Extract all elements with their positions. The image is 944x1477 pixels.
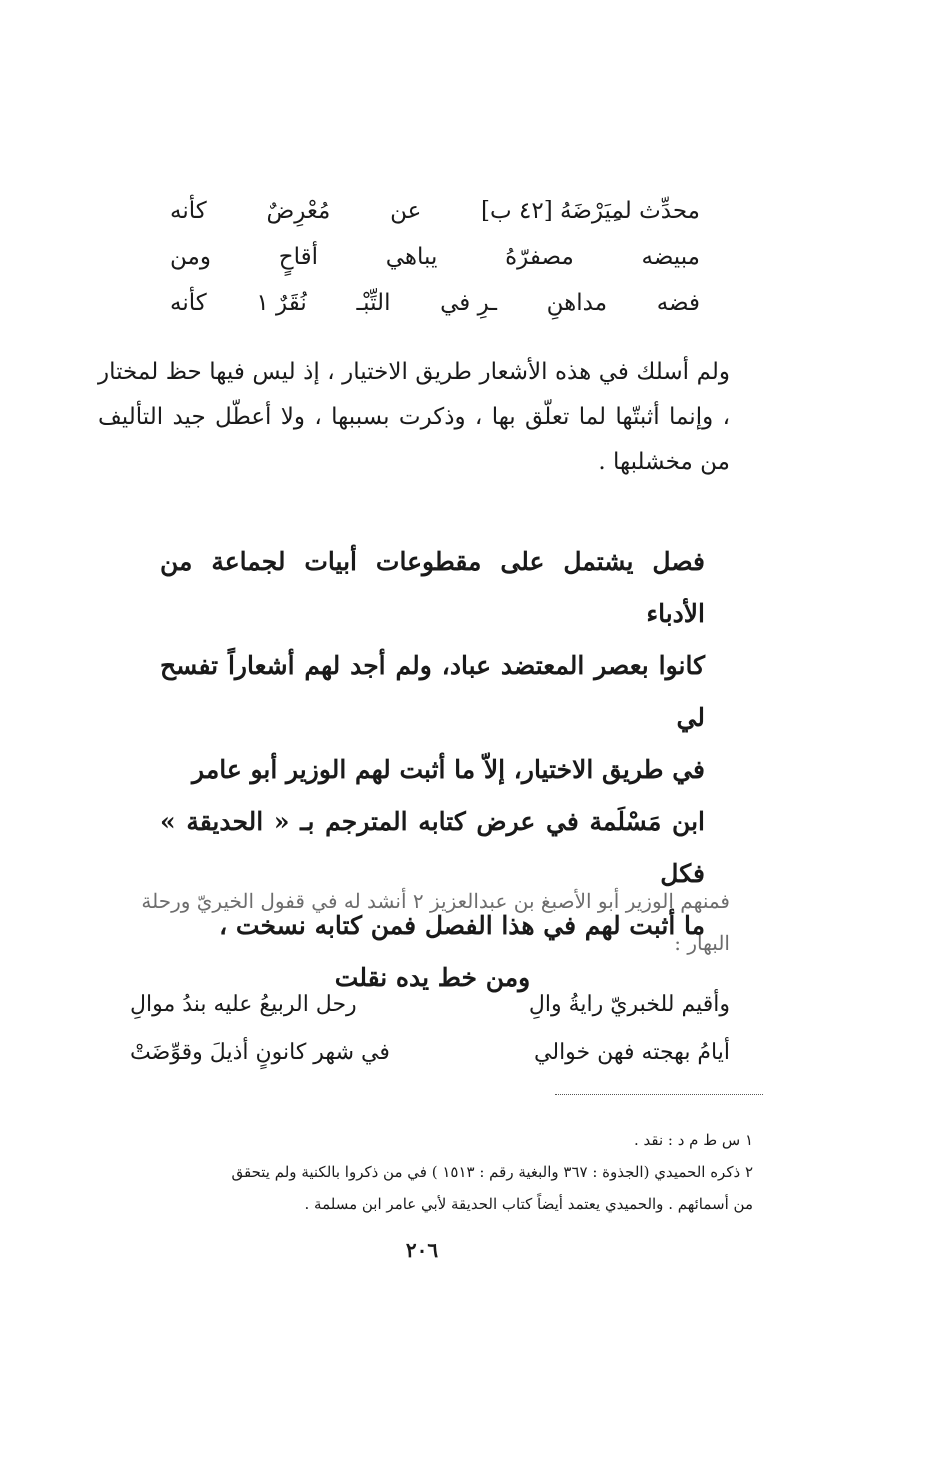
- poem-line: [170, 234, 700, 280]
- poem-word: أقاحٍ: [278, 244, 318, 270]
- poem-word: مبيضه: [641, 244, 700, 270]
- poem-line: [130, 1028, 730, 1076]
- page-number: ٢٠٦: [405, 1238, 439, 1262]
- poem-word: عن: [390, 198, 422, 224]
- hemistich: أيامُ بهجته فهن خوالي: [534, 1039, 730, 1065]
- poem-word: مصفرّهُ: [505, 244, 574, 270]
- hemistich: رحل الربيعُ عليه بندُ موالِ: [130, 991, 357, 1017]
- footnote-separator: [555, 1094, 763, 1095]
- poem-word: التِّبْـ: [356, 290, 391, 316]
- poem-word: مُعْرِضٌ: [266, 198, 331, 224]
- section-line: ومن خط يده نقلت: [334, 963, 531, 992]
- footnote: ٢ ذكره الحميدي (الجذوة : ٣٦٧ والبغية رقم : ١٥١٣ ) في من ذكروا بالكنية ولم يتحقق: [231, 1163, 753, 1181]
- section-line: في طريق الاختيار، إلاّ ما أثبت لهم الوزير أبو عامر: [192, 755, 705, 784]
- section-line: كانوا بعصر المعتضد عباد، ولم أجد لهم أشعاراً تفسح لي: [160, 651, 705, 732]
- footnotes: [95, 1124, 753, 1220]
- prose-paragraph: ولم أسلك في هذه الأشعار طريق الاختيار ، إذ ليس فيها حظ لمختار ، وإنما أثبتّها لما تعلّق بها ، وذكرت بسببها ، ولا أعطّل جيد التأليف من مخشلبها .: [98, 359, 730, 475]
- poem-word: فضه: [656, 290, 700, 316]
- poem-word: مداهنِ: [546, 290, 608, 316]
- poem-top: [170, 188, 700, 326]
- poem-word: كأنه: [170, 198, 207, 224]
- hemistich: وأقيم للخبريّ رايةُ والِ: [528, 991, 730, 1017]
- intro-paragraph: فمنهم الوزير أبو الأصبغ بن عبدالعزيز ٢ أنشد له في قفول الخيريّ ورحلة البهار :: [141, 889, 730, 955]
- poem-word: ـرِ في: [440, 290, 498, 316]
- hemistich: في شهر كانونٍ أذيلَ وقوِّضَتْ: [130, 1039, 390, 1065]
- section-line: ما أثبت لهم في هذا الفصل فمن كتابه نسخت ،: [219, 911, 705, 940]
- poem-word: محدِّث لم‍ِيَرْضَهُ [٤٢ ب]: [481, 198, 700, 224]
- poem-word: كأنه: [170, 290, 207, 316]
- poem-line: [170, 188, 700, 234]
- section-line: فصل يشتمل على مقطوعات أبيات لجماعة من الأدباء: [160, 547, 705, 628]
- poem-word: ومن: [170, 244, 211, 270]
- poem-word: نُقَرٌ ١: [256, 290, 307, 316]
- poem-word: يباهي: [385, 244, 438, 270]
- poem-line: [130, 980, 730, 1028]
- poem-bottom: [130, 980, 730, 1076]
- footnote: من أسمائهم . والحميدي يعتمد أيضاً كتاب الحديقة لأبي عامر ابن مسلمة .: [304, 1195, 753, 1213]
- footnote: ١ س ط م د : نقد .: [633, 1131, 753, 1149]
- section-line: ابن مَسْلَمة في عرض كتابه المترجم بـ « الحديقة » فكل: [160, 807, 705, 888]
- poem-line: [170, 280, 700, 326]
